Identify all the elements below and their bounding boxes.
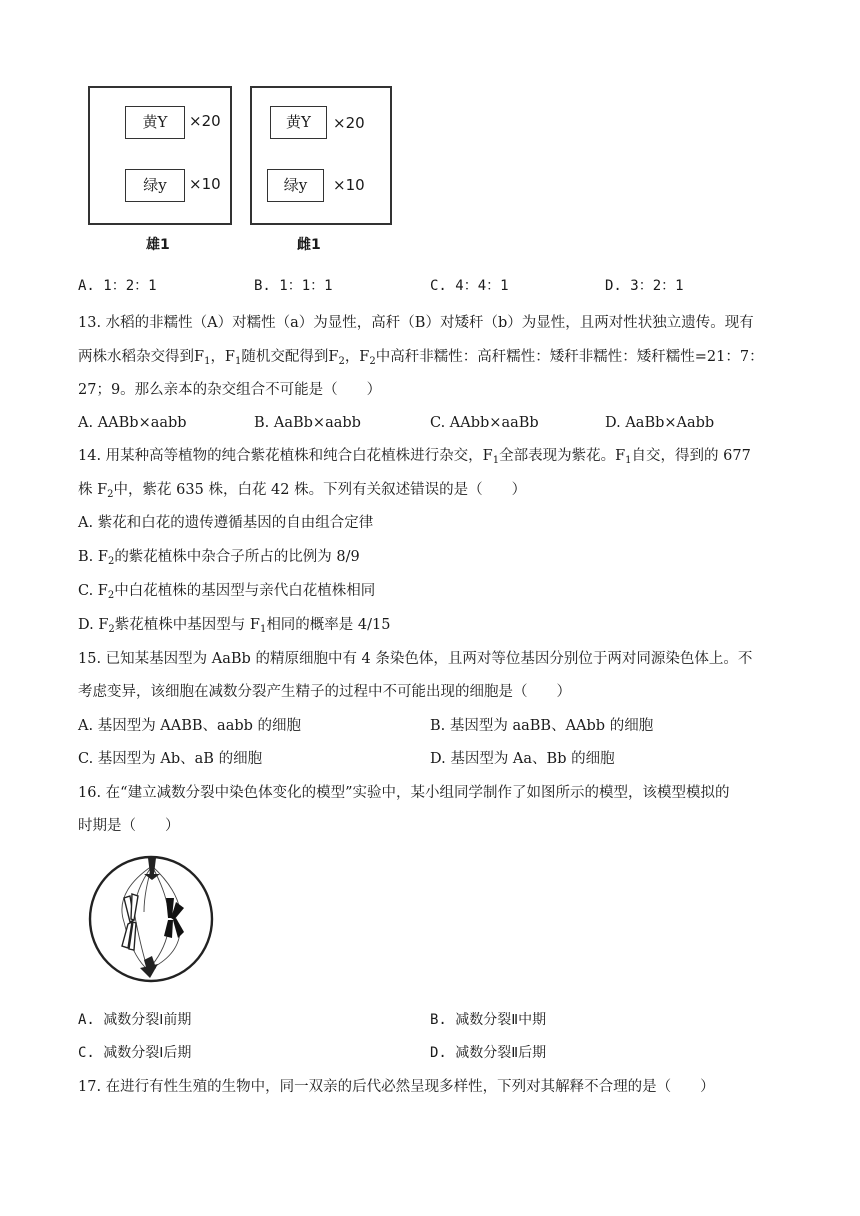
q14-stem-line-1: 14. 用某种高等植物的纯合紫花植株和纯合白花植株进行杂交，$F_1$全部表现为紫花。$F_1$自交，得到的 677 bbox=[78, 448, 751, 466]
yellow-bead-label-female: 黄Y bbox=[270, 106, 327, 139]
male-bag-figure bbox=[88, 86, 232, 225]
q12-option-a: A. 1：2：1 bbox=[78, 278, 157, 294]
q16-option-b: B. 减数分裂Ⅱ中期 bbox=[430, 1012, 547, 1028]
q16-stem-line-1: 16. 在“建立减数分裂中染色体变化的模型”实验中，某小组同学制作了如图所示的模型，该模型模拟的 bbox=[78, 785, 730, 801]
chromosome-filled bbox=[164, 898, 184, 938]
green-bead-label-male: 绿y bbox=[125, 169, 185, 202]
q12-option-b: B. 1：1：1 bbox=[254, 278, 333, 294]
green-count-male: ×10 bbox=[189, 175, 221, 193]
green-count-female: ×10 bbox=[333, 176, 365, 194]
male-caption: 雄1 bbox=[146, 237, 170, 253]
yellow-count-male: ×20 bbox=[189, 112, 221, 130]
q15-option-b: B. 基因型为 aaBB、AAbb 的细胞 bbox=[430, 718, 654, 734]
female-caption: 雌1 bbox=[297, 237, 321, 253]
q14-option-d: D. $F_2$紫花植株中基因型与 $F_1$相同的概率是 4/15 bbox=[78, 617, 391, 635]
q14-option-c: C. $F_2$中白花植株的基因型与亲代白花植株相同 bbox=[78, 583, 376, 601]
q16-option-c: C. 减数分裂Ⅰ后期 bbox=[78, 1045, 192, 1061]
q13-option-d: D. AaBb×Aabb bbox=[605, 415, 715, 431]
q15-option-c: C. 基因型为 Ab、aB 的细胞 bbox=[78, 751, 263, 767]
q16-option-d: D. 减数分裂Ⅱ后期 bbox=[430, 1045, 547, 1061]
q13-option-a: A. AABb×aabb bbox=[78, 415, 187, 431]
yellow-count-female: ×20 bbox=[333, 114, 365, 132]
green-bead-label-female: 绿y bbox=[267, 169, 324, 202]
q13-option-c: C. AAbb×aaBb bbox=[430, 415, 539, 431]
q17-stem-line-1: 17. 在进行有性生殖的生物中，同一双亲的后代必然呈现多样性，下列对其解释不合理的是（ ） bbox=[78, 1079, 715, 1095]
q15-stem-line-2: 考虑变异，该细胞在减数分裂产生精子的过程中不可能出现的细胞是（ ） bbox=[78, 684, 571, 700]
q15-option-d: D. 基因型为 Aa、Bb 的细胞 bbox=[430, 751, 615, 767]
q13-option-b: B. AaBb×aabb bbox=[254, 415, 361, 431]
centriole-bottom bbox=[140, 956, 158, 978]
female-bag-figure bbox=[250, 86, 392, 225]
q16-option-a: A. 减数分裂Ⅰ前期 bbox=[78, 1012, 192, 1028]
q14-option-a: A. 紫花和白花的遗传遵循基因的自由组合定律 bbox=[78, 515, 374, 531]
q13-stem-line-2: 两株水稻杂交得到$F_1$，$F_1$随机交配得到$F_2$，$F_2$中高秆非糯性：高秆糯性：矮秆非糯性：矮秆糯性=21：7： bbox=[78, 349, 764, 367]
q14-stem-line-2: 株 $F_2$中，紫花 635 株，白花 42 株。下列有关叙述错误的是（ ） bbox=[78, 482, 527, 500]
q13-stem-line-3: 27；9。那么亲本的杂交组合不可能是（ ） bbox=[78, 382, 382, 398]
q16-stem-line-2: 时期是（ ） bbox=[78, 818, 180, 834]
q15-option-a: A. 基因型为 AABB、aabb 的细胞 bbox=[78, 718, 302, 734]
q14-option-b: B. $F_2$的紫花植株中杂合子所占的比例为 8/9 bbox=[78, 549, 360, 567]
q12-option-c: C. 4：4：1 bbox=[430, 278, 509, 294]
yellow-bead-label-male: 黄Y bbox=[125, 106, 185, 139]
q15-stem-line-1: 15. 已知某基因型为 AaBb 的精原细胞中有 4 条染色体，且两对等位基因分别位于两对同源染色体上。不 bbox=[78, 651, 753, 667]
cell-division-model-figure bbox=[84, 852, 220, 988]
q12-option-d: D. 3：2：1 bbox=[605, 278, 684, 294]
q13-stem-line-1: 13. 水稻的非糯性（A）对糯性（a）为显性，高秆（B）对矮秆（b）为显性，且两对性状独立遗传。现有 bbox=[78, 315, 754, 331]
